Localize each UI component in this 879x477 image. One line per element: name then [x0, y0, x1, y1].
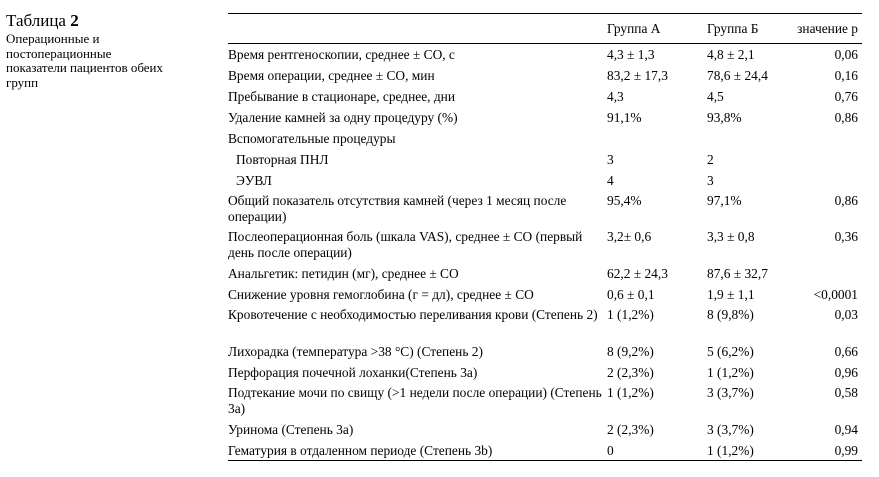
table-row: [228, 107, 862, 128]
header-group-b: Группа Б: [707, 14, 794, 44]
group-a-value: 4,3 ± 1,3: [607, 47, 655, 62]
row-label: ЭУВЛ: [236, 172, 272, 188]
group-b-value: 93,8%: [707, 109, 742, 125]
table-row: [228, 341, 862, 362]
group-b-value: 2: [707, 151, 714, 167]
p-value: 0,99: [794, 440, 862, 461]
group-a-value: 0,6 ± 0,1: [607, 286, 655, 302]
row-label: Общий показатель отсутствия камней (через 1 месяц после операции): [228, 192, 567, 224]
group-b-value: 1 (1,2%): [707, 364, 754, 380]
table-row: [228, 362, 862, 383]
p-value: 0,66: [834, 343, 858, 359]
p-value: [794, 170, 862, 191]
group-b-value: 97,1%: [707, 192, 742, 208]
row-label: Послеоперационная боль (шкала VAS), среднее ± СО (первый день после операции): [228, 228, 583, 260]
table-row: [228, 128, 862, 149]
group-b-value: 3 (3,7%): [707, 384, 754, 400]
p-value: 0,16: [834, 67, 858, 83]
group-a-value: 62,2 ± 24,3: [607, 265, 668, 281]
row-label: Удаление камней за одну процедуру (%): [228, 109, 458, 125]
p-value: 0,36: [834, 228, 858, 244]
group-a-value: 2 (2,3%): [607, 421, 654, 437]
group-a-value: 3,2± 0,6: [607, 228, 652, 244]
p-value: [794, 128, 862, 149]
group-a-value: 4: [607, 172, 614, 188]
table-row: [228, 170, 862, 191]
group-b-value: 1 (1,2%): [707, 440, 794, 461]
header-group-a: Группа А: [607, 14, 707, 44]
table-header-row: [228, 14, 862, 44]
table-row: [228, 440, 862, 461]
header-parameter: [228, 14, 607, 44]
group-b-value: 8 (9,8%): [707, 306, 754, 322]
p-value: 0,03: [834, 306, 858, 322]
table-caption: [6, 10, 216, 90]
row-label: Подтекание мочи по свищу (>1 недели после операции) (Степень 3a): [228, 384, 602, 416]
caption-label-text: Таблица: [6, 11, 66, 30]
row-label: Анальгетик: петидин (мг), среднее ± СО: [228, 265, 459, 281]
group-a-value: 95,4%: [607, 192, 642, 208]
group-a-value: [607, 128, 707, 149]
row-label: Гематурия в отдаленном периоде (Степень 3b): [228, 440, 607, 461]
group-a-value: 3: [607, 151, 614, 167]
group-b-value: 78,6 ± 24,4: [707, 67, 768, 83]
group-b-value: [707, 128, 794, 149]
group-b-value: 4,8 ± 2,1: [707, 47, 755, 62]
group-b-value: 3 (3,7%): [707, 421, 754, 437]
group-b-value: 87,6 ± 32,7: [707, 265, 768, 281]
table-row: [228, 65, 862, 86]
group-a-value: 91,1%: [607, 109, 642, 125]
p-value: 0,86: [834, 109, 858, 125]
p-value: 0,94: [834, 421, 858, 437]
table-row: [228, 383, 862, 419]
table-row: [228, 44, 862, 65]
table-row: [228, 86, 862, 107]
table-row: [228, 305, 862, 341]
table-row: [228, 419, 862, 440]
row-label: Время рентгеноскопии, среднее ± СО, с: [228, 47, 455, 62]
row-label: Кровотечение с необходимостью переливания крови (Степень 2): [228, 306, 598, 322]
p-value: [794, 149, 862, 170]
p-value: 0,86: [834, 192, 858, 208]
row-label: Вспомогательные процедуры: [228, 130, 396, 146]
row-label: Повторная ПНЛ: [236, 151, 329, 167]
p-value: 0,06: [834, 47, 858, 62]
row-label: Перфорация почечной лоханки(Степень 3a): [228, 364, 478, 380]
group-a-value: 1 (1,2%): [607, 306, 654, 322]
table-row: [228, 284, 862, 305]
row-label: Уринома (Степень 3a): [228, 421, 354, 437]
p-value: [794, 263, 862, 284]
group-a-value: 83,2 ± 17,3: [607, 67, 668, 83]
table-caption-label: [6, 10, 216, 32]
group-b-value: 5 (6,2%): [707, 343, 754, 359]
row-label: Время операции, среднее ± СО, мин: [228, 67, 435, 83]
group-a-value: 8 (9,2%): [607, 343, 654, 359]
group-a-value: 0: [607, 440, 707, 461]
p-value: 0,76: [834, 88, 858, 104]
group-a-value: 2 (2,3%): [607, 364, 654, 380]
row-label: Пребывание в стационаре, среднее, дни: [228, 88, 455, 104]
table-row: [228, 227, 862, 263]
p-value: <0,0001: [813, 286, 858, 302]
table-row: [228, 191, 862, 227]
table-caption-description: Операционные и постоперационные показатели пациентов обеих групп: [6, 31, 163, 90]
row-label: Снижение уровня гемоглобина (г = дл), среднее ± СО: [228, 286, 534, 302]
header-p-value: значение p: [794, 14, 862, 44]
caption-number: 2: [70, 11, 79, 30]
table-row: [228, 149, 862, 170]
group-b-value: 1,9 ± 1,1: [707, 286, 755, 302]
row-label: Лихорадка (температура >38 °C) (Степень 2): [228, 343, 483, 359]
group-a-value: 4,3: [607, 88, 624, 104]
p-value: 0,96: [834, 364, 858, 380]
group-a-value: 1 (1,2%): [607, 384, 654, 400]
p-value: 0,58: [834, 384, 858, 400]
group-b-value: 3: [707, 172, 714, 188]
group-b-value: 3,3 ± 0,8: [707, 228, 755, 244]
results-table: [228, 13, 862, 461]
table-row: [228, 263, 862, 284]
group-b-value: 4,5: [707, 88, 724, 104]
